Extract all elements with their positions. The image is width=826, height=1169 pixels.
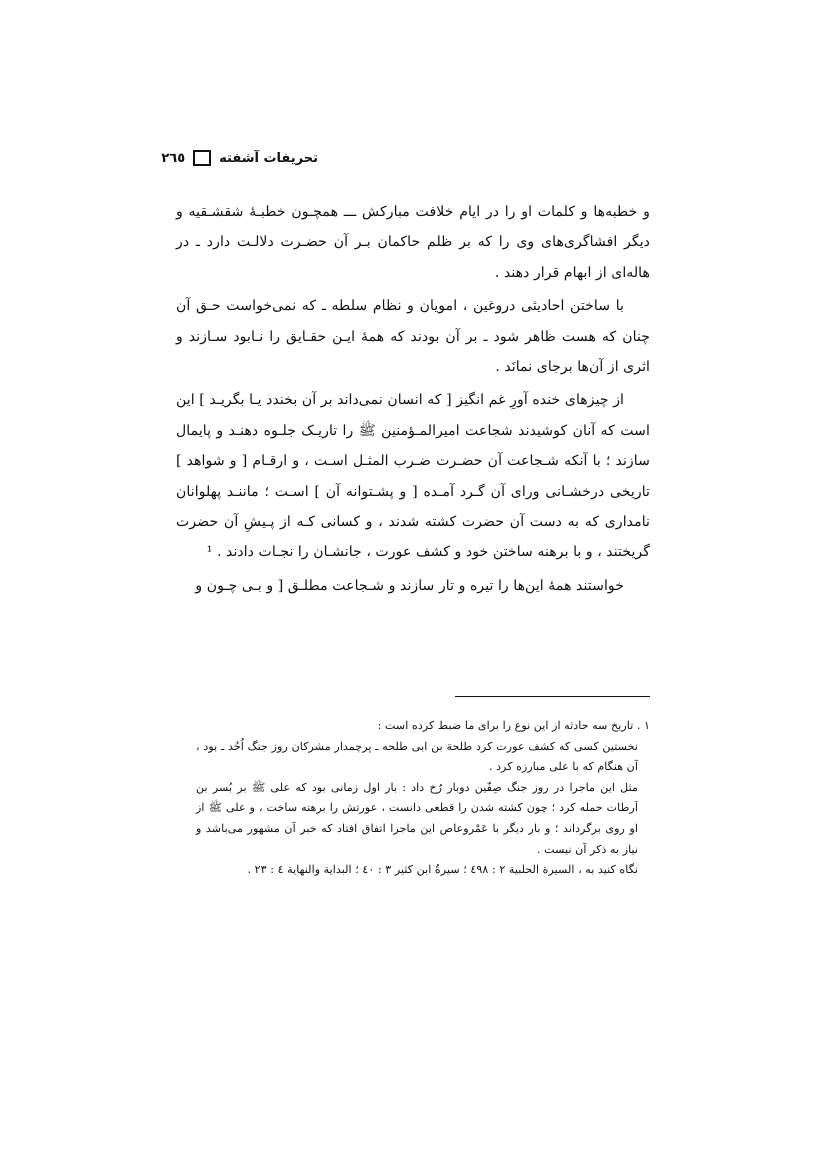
paragraph: خواستند همهٔ این‌ها را تیره و تار سازند و شـجاعت مطلـق [ و بـی چـون و	[195, 577, 624, 594]
paragraph: از چیزهای خنده آورِ غم انگیز [ که انسان نمی‌داند بر آن بخندد یـا بگریـد ] این است که آنان کوشیدند شجاعت امیرالمـؤمنین ﷺ را تاریـک جلـوه دهنـد و پایمال سازند ؛ با آنکه شـجاعت آن حضـرت ضـرب المثـل اسـت ، و ارقـام [ و شواهد ] تاریخی درخشـانی ورای آن گـرد آمـده [ و پشـتوانه آن ] اسـت ؛ ماننـد پهلوانان نامداری که به دست آن حضرت کشته شدند ، و کسانی کـه از پـیشِ آن حضرت گریختند ، و با برهنه ساختن خود و کشف عورت ، جانشـان را نجـات دادند . ¹	[176, 392, 650, 561]
main-text	[176, 197, 650, 601]
page-number: ۲٦٥	[161, 150, 186, 166]
footnote-line: نخستین کسی که کشف عورت کرد طلحة بن ابی طلحه ـ پرچمدار مشرکان روز جنگ اُحُد ـ بود ، آن هنگام که با علی مبارزه کرد .	[196, 739, 638, 774]
footnote-line: مثل این ماجرا در روز جنگ صِفّین دوبار رُخ داد : بار اول زمانی بود که علی ﷺ بر بُسر بن اَرطات حمله کرد ؛ چون کشته شدن را قطعی دانست ، عورتش را برهنه ساخت ، و علی ﷺ از او روی برگرداند ؛ و بار دیگر با عَمْروعاص این ماجرا اتفاق افتاد که خبر آن مشهور می‌باشد و نیاز به ذکر آن نیست .	[196, 780, 638, 856]
paragraph: با ساختن احادیثی دروغین ، امویان و نظام سلطه ـ که نمی‌خواست حـق آن چنان که هست ظاهر شود ـ بر آن بودند که همهٔ ایـن حقـایق را نـابود سـازند و اثری از آن‌ها برجای نمانَد .	[176, 298, 650, 376]
footnote-separator	[455, 696, 650, 697]
footnote-line: نگاه کنید به ، السیرة الحلبیة ٢ : ٤٩٨ ؛ سیرةُ ابن کثیر ٣ : ٤٠ ؛ البدایة والنهایة ٤ : ٢٣ .	[247, 863, 638, 877]
square-ornament-icon	[193, 150, 211, 166]
running-header	[161, 150, 318, 166]
footnotes	[196, 716, 650, 881]
header-title: تحریفات آشفته	[219, 150, 318, 166]
paragraph: و خطبه‌ها و کلمات او را در ایام خلافت مبارکش ـــ همچـون خطبـهٔ شقشـقیه و دیگر افشاگری‌های وی را که بر ظلم حاکمان بـر آن حضـرت دلالـت دارد ـ در هاله‌ای از ابهام قرار دهند .	[176, 204, 650, 281]
footnote-line: ١ . تاریخ سه حادثه از این نوع را برای ما ضبط کرده است :	[377, 719, 650, 732]
